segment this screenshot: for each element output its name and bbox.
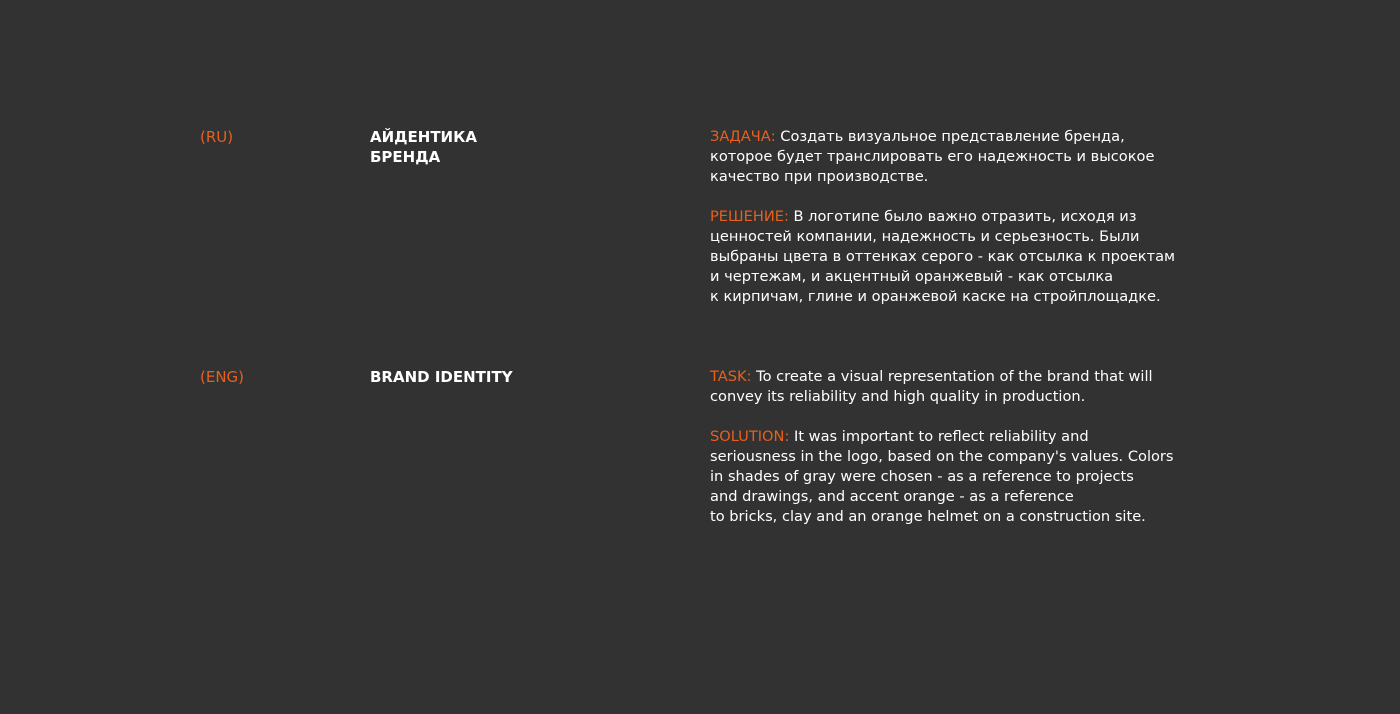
heading-ru-line: АЙДЕНТИКА: [370, 128, 477, 146]
task-label-ru: ЗАДАЧА:: [710, 128, 776, 145]
solution-first-line-eng: [710, 427, 1200, 447]
solution-label-eng: SOLUTION:: [710, 428, 790, 445]
heading-ru-line: БРЕНДА: [370, 148, 441, 166]
solution-line-ru: к кирпичам, глине и оранжевой каске на стройплощадке.: [710, 288, 1161, 305]
heading-ru: [370, 127, 630, 167]
task-paragraph-ru: [710, 127, 1200, 187]
heading-eng: [370, 367, 630, 387]
solution-line-eng: in shades of gray were chosen - as a reference to projects: [710, 468, 1134, 485]
task-line-eng: convey its reliability and high quality in production.: [710, 388, 1086, 405]
solution-paragraph-eng: [710, 427, 1200, 527]
solution-line-eng: to bricks, clay and an orange helmet on a construction site.: [710, 508, 1146, 525]
language-label-eng: (ENG): [200, 368, 245, 386]
solution-line-ru: выбраны цвета в оттенках серого - как отсылка к проектам: [710, 248, 1176, 265]
solution-line-ru: и чертежам, и акцентный оранжевый - как отсылка: [710, 268, 1114, 285]
description-eng: [710, 367, 1200, 527]
language-label-ru: (RU): [200, 128, 234, 146]
task-label-eng: TASK:: [710, 368, 752, 385]
task-line-ru: качество при производстве.: [710, 168, 929, 185]
task-paragraph-eng: [710, 367, 1200, 407]
task-text-eng: To create a visual representation of the brand that will: [751, 368, 1153, 385]
solution-first-line-ru: [710, 207, 1200, 227]
solution-line-eng: seriousness in the logo, based on the company's values. Colors: [710, 448, 1174, 465]
task-text-ru: Создать визуальное представление бренда,: [775, 128, 1125, 145]
task-first-line-eng: [710, 367, 1200, 387]
solution-paragraph-ru: [710, 207, 1200, 307]
description-ru: [710, 127, 1200, 307]
solution-label-ru: РЕШЕНИЕ:: [710, 208, 789, 225]
solution-line-ru: ценностей компании, надежность и серьезность. Были: [710, 228, 1140, 245]
solution-line-eng: and drawings, and accent orange - as a reference: [710, 488, 1074, 505]
solution-text-ru: В логотипе было важно отразить, исходя из: [788, 208, 1137, 225]
heading-eng-line: BRAND IDENTITY: [370, 368, 513, 386]
task-first-line-ru: [710, 127, 1200, 147]
solution-text-eng: It was important to reflect reliability and: [789, 428, 1089, 445]
task-line-ru: которое будет транслировать его надежность и высокое: [710, 148, 1155, 165]
